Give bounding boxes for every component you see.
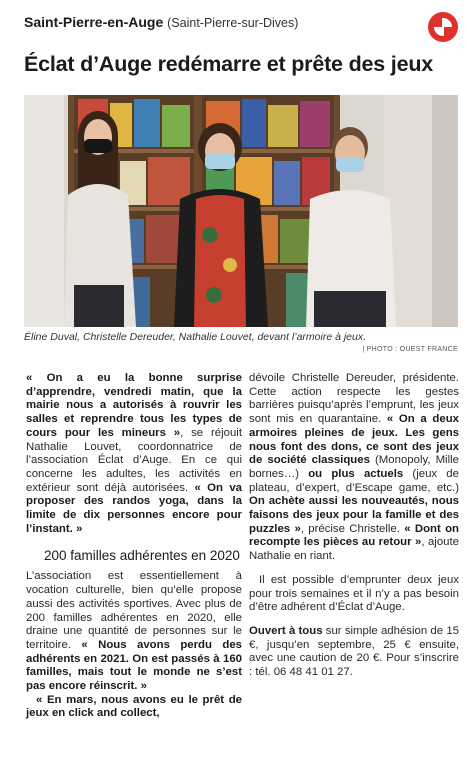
- quote: On achète aussi les nouveautés, nous faisons des jeux pour la famille et des puzzles »: [249, 495, 459, 535]
- subheading: 200 familles adhérentes en 2020: [44, 548, 240, 564]
- quote: « Nous avons perdu des adhérents en 2021. On est passés à 160 familles, mais tout le monde ne s’est pas encore réinscrit. »: [26, 638, 242, 693]
- article-photo: [24, 95, 458, 327]
- paragraph-1: [26, 372, 242, 536]
- photo-caption: Éline Duval, Christelle Dereuder, Nathalie Louvet, devant l’armoire à jeux.: [24, 331, 367, 343]
- paragraph-4: Il est possible d’emprunter deux jeux pour trois semaines et il n’y a pas besoin d’être adhérent d’Éclat d’Auge.: [249, 573, 459, 614]
- text: dévoile Christelle Dereuder, présidente. Cette action respecte les gestes barrières puisqu’après l’emprunt, les jeux sont mis en quarantaine.: [249, 372, 459, 426]
- bold-lead: Ouvert à tous: [249, 624, 323, 637]
- paragraph-2: [26, 570, 242, 693]
- article-headline: Éclat d’Auge redémarre et prête des jeux: [24, 52, 434, 76]
- paragraph-5: [249, 625, 459, 680]
- quote: « Dont on recompte les pièces au retour »: [249, 522, 460, 549]
- dateline-subtitle: (Saint-Pierre-sur-Dives): [167, 16, 299, 30]
- quote: « On a deux armoires pleines de jeux. Les gens nous font des dons, ce sont des jeux de société classiques: [249, 413, 459, 467]
- text: (jeux de plateau, d’expert, d’Escape game, etc.): [249, 467, 459, 494]
- text: sur simple adhésion de 15 €, jusqu’en septembre, 25 € ensuite, avec une caution de 20 €. Pour s’inscrire : tél. 06 48 41 01 27.: [249, 624, 459, 679]
- dateline: [24, 14, 298, 30]
- ouest-france-logo-icon: [428, 12, 458, 42]
- text: L’association est essentiellement à vocation culturelle, bien qu’elle propose aussi des activités sportives. Avec plus de 200 familles adhérentes en 2020, elle draine une quantité de personnes sur le territoire.: [26, 570, 242, 651]
- quote: « On va proposer des randos yoga, dans la limite de dix personnes encore pour l’instant. »: [26, 481, 242, 535]
- text: , se réjouit Nathalie Louvet, coordonnatrice de l’association Éclat d’Auge. En ce qui concerne les adultes, les activités en extérieur sont déjà autorisées.: [26, 426, 242, 494]
- text: , précise Christelle.: [300, 522, 405, 535]
- dateline-city: Saint-Pierre-en-Auge: [24, 14, 164, 30]
- quote: « On a eu la bonne surprise d’apprendre, vendredi matin, que la mairie nous a autorisés à rouvrir les salles et reprendre tous les types de cours pour les mineurs »: [26, 372, 242, 439]
- spacer: [249, 564, 459, 574]
- text: (Monopoly, Mille bornes…): [249, 454, 459, 480]
- article-column-left: [26, 372, 242, 721]
- text: , ajoute Nathalie en riant.: [249, 536, 459, 563]
- spacer: [249, 615, 459, 625]
- paragraph-3-start: [26, 694, 242, 721]
- paragraph-3: [249, 372, 459, 564]
- photo-credit: | PHOTO : OUEST FRANCE: [362, 346, 458, 353]
- article-column-right: [249, 372, 459, 680]
- quote: ou plus actuels: [308, 467, 404, 480]
- quote: « En mars, nous avons eu le prêt de jeux en click and collect,: [26, 693, 242, 720]
